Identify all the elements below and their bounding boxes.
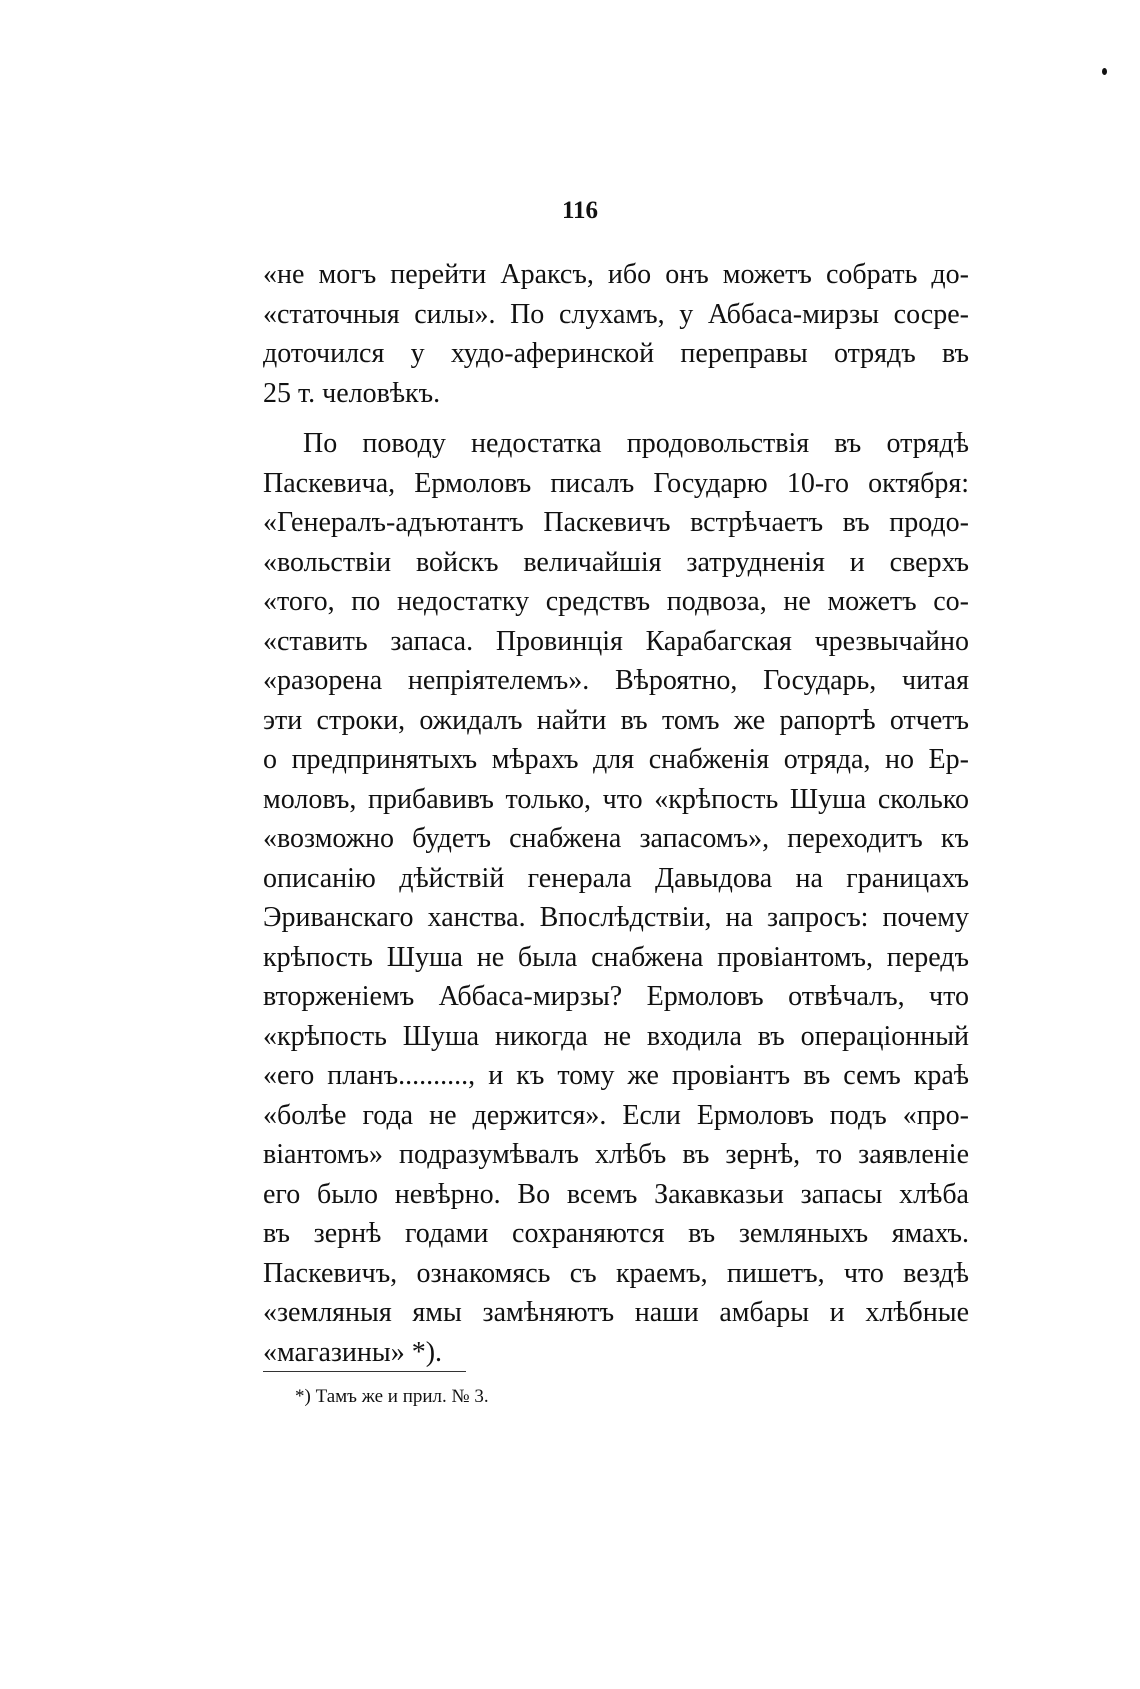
text-line: Эриванскаго ханства. Впослѣдствіи, на запросъ: почему bbox=[263, 902, 969, 933]
text-line: «земляныя ямы замѣняютъ наши амбары и хлѣбные bbox=[263, 1297, 969, 1328]
body-text bbox=[263, 255, 969, 1383]
text-line: Паскевичъ, ознакомясь съ краемъ, пишетъ, что вездѣ bbox=[263, 1257, 969, 1289]
text-line: По поводу недостатка продовольствія въ отрядѣ bbox=[303, 428, 969, 459]
paragraph-1 bbox=[263, 255, 969, 413]
text-line: «не могъ перейти Араксъ, ибо онъ можетъ собрать до- bbox=[263, 259, 969, 290]
text-line: віантомъ» подразумѣвалъ хлѣбъ въ зернѣ, то заявленіе bbox=[263, 1139, 969, 1170]
text-line: доточился у худо-аферинской переправы отрядъ въ bbox=[263, 338, 969, 369]
text-line: «Генералъ-адъютантъ Паскевичъ встрѣчаетъ въ продо- bbox=[263, 507, 969, 538]
text-line: моловъ, прибавивъ только, что «крѣпость Шуша сколько bbox=[263, 783, 969, 815]
text-line: «того, по недостатку средствъ подвоза, не можетъ со- bbox=[263, 586, 969, 617]
text-line: о предпринятыхъ мѣрахъ для снабженія отряда, но Ер- bbox=[263, 744, 969, 775]
text-line: вторженіемъ Аббаса-мирзы? Ермоловъ отвѣчалъ, что bbox=[263, 981, 969, 1012]
footnote: *) Тамъ же и прил. № 3. bbox=[295, 1386, 489, 1407]
text-line: «возможно будетъ снабжена запасомъ», переходитъ къ bbox=[263, 823, 969, 854]
text-line: описанію дѣйствій генерала Давыдова на границахъ bbox=[263, 862, 969, 894]
page-number: 116 bbox=[561, 197, 599, 224]
text-line: его было невѣрно. Во всемъ Закавказьи запасы хлѣба bbox=[263, 1178, 969, 1210]
text-line: «вольствіи войскъ величайшія затрудненія и сверхъ bbox=[263, 546, 969, 578]
text-line: «разорена непріятелемъ». Вѣроятно, Государь, читая bbox=[263, 665, 969, 696]
text-line: «его планъ.........., и къ тому же провіантъ въ семъ краѣ bbox=[263, 1060, 969, 1091]
text-line: въ зернѣ годами сохраняются въ земляныхъ ямахъ. bbox=[263, 1218, 969, 1249]
text-line: «болѣе года не держится». Если Ермоловъ подъ «про- bbox=[263, 1099, 969, 1131]
text-line: «крѣпость Шуша никогда не входила въ операціонный bbox=[263, 1020, 969, 1052]
footnote-divider bbox=[263, 1371, 466, 1372]
text-line: 25 т. человѣкъ. bbox=[263, 377, 441, 409]
text-line: «ставить запаса. Провинція Карабагская чрезвычайно bbox=[263, 625, 969, 657]
text-line: «статочныя силы». По слухамъ, у Аббаса-мирзы сосре- bbox=[263, 298, 969, 330]
text-line: «магазины» *). bbox=[263, 1336, 443, 1368]
paragraph-2 bbox=[263, 424, 969, 1372]
scan-speck bbox=[1102, 68, 1107, 75]
text-line: эти строки, ожидалъ найти въ томъ же рапортѣ отчетъ bbox=[263, 704, 969, 736]
text-line: крѣпость Шуша не была снабжена провіантомъ, передъ bbox=[263, 941, 969, 973]
text-line: Паскевича, Ермоловъ писалъ Государю 10-го октября: bbox=[263, 467, 969, 499]
